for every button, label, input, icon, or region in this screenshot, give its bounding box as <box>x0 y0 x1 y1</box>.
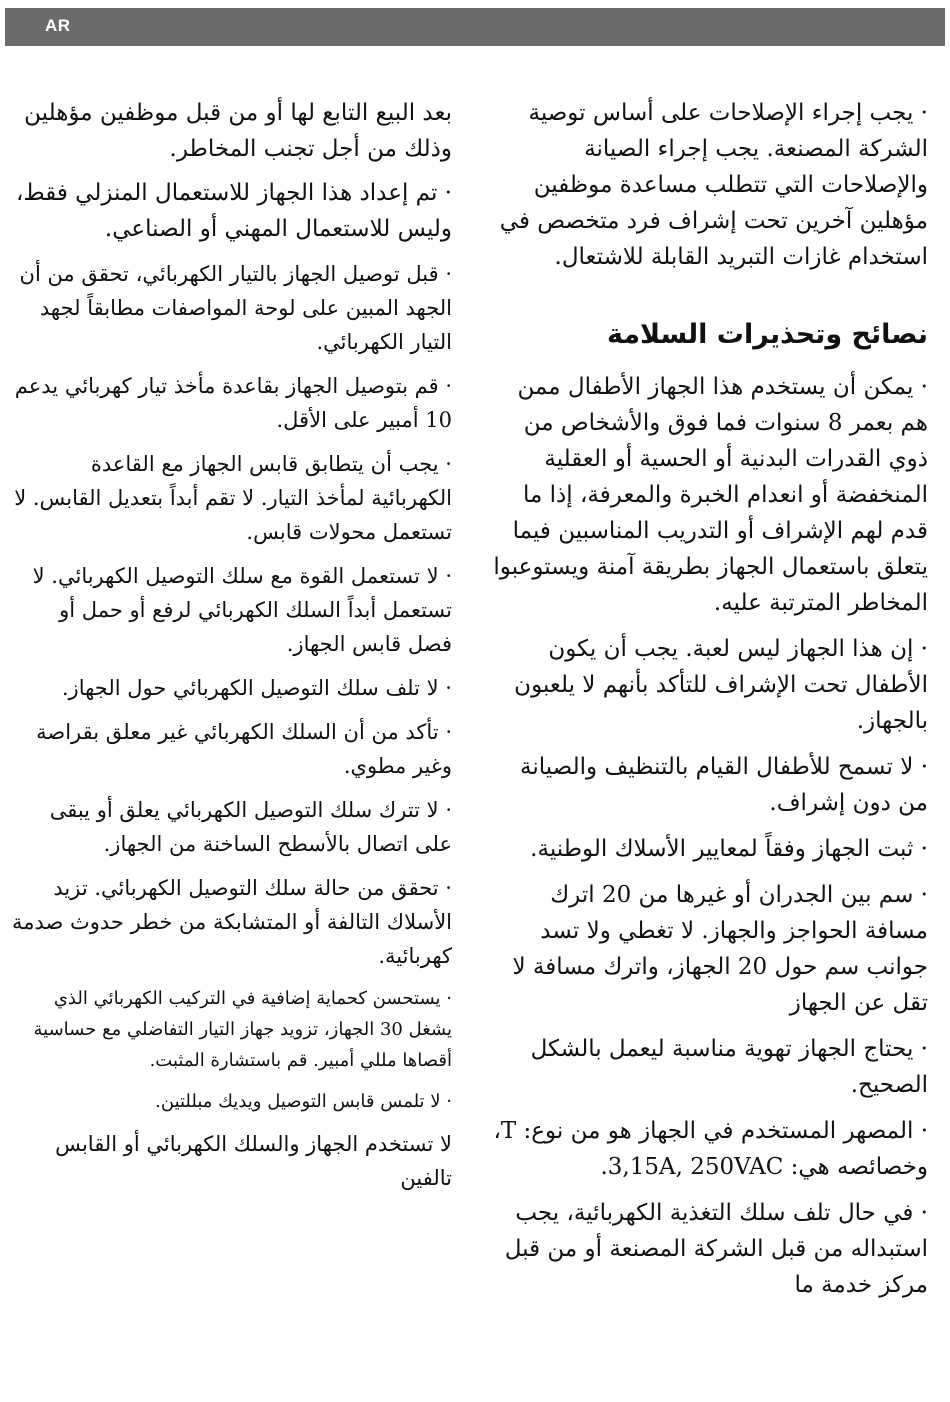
list-item: · لا تسمح للأطفال القيام بالتنظيف والصيانة من دون إشراف. <box>519 754 928 816</box>
list-item: · يحتاج الجهاز تهوية مناسبة ليعمل بالشكل الصحيح. <box>530 1036 928 1098</box>
list-item: · قبل توصيل الجهاز بالتيار الكهربائي، تحقق من أن الجهد المبين على لوحة المواصفات مطابقاً لجهد التيار الكهربائي. <box>19 262 452 354</box>
language-label: AR <box>45 16 71 35</box>
list-item: · في حال تلف سلك التغذية الكهربائية، يجب استبداله من قبل الشركة المصنعة أو من قبل مركز خدمة ما <box>504 1200 928 1298</box>
list-item: · يستحسن كحماية إضافية في التركيب الكهربائي الذي يشغل 30 الجهاز، تزويد جهاز التيار التفاضلي مع حساسية أقصاها مللي أمبير. قم باستشارة المثبت. <box>33 988 452 1071</box>
list-item: · قم بتوصيل الجهاز بقاعدة مأخذ تيار كهربائي يدعم 10 أمبير على الأقل. <box>14 374 452 432</box>
list-item: · المصهر المستخدم في الجهاز هو من نوع: T، وخصائصه هي: 3,15A, 250VAC. <box>493 1118 928 1180</box>
list-item: · يمكن أن يستخدم هذا الجهاز الأطفال ممن هم بعمر 8 سنوات فما فوق والأشخاص من ذوي القدرات البدنية أو الحسية أو العقلية المنخفضة أو انعدام الخبرة والمعرفة، إذا ما قدم لهم الإشراف أو التدريب المناسبين فيما يتعلق باستعمال الجهاز بطريقة آمنة ويستوعبوا المخاطر المترتبة عليه. <box>493 374 928 616</box>
intro-paragraph: · يجب إجراء الإصلاحات على أساس توصية الشركة المصنعة. يجب إجراء الصيانة والإصلاحات التي تتطلب مساعدة موظفين مؤهلين آخرين تحت إشراف فرد متخصص في استخدام غازات التبريد القابلة للاشتعال. <box>499 100 928 270</box>
list-item: · يجب أن يتطابق قابس الجهاز مع القاعدة الكهربائية لمأخذ التيار. لا تقم أبداً بتعديل القابس. لا تستعمل محولات قابس. <box>14 452 452 544</box>
list-item: · لا تلمس قابس التوصيل ويديك مبللتين. <box>155 1091 452 1112</box>
header-bar <box>5 8 945 46</box>
list-item: · إن هذا الجهاز ليس لعبة. يجب أن يكون الأطفال تحت الإشراف للتأكد بأنهم لا يلعبون بالجهاز. <box>514 636 928 734</box>
final-paragraph: لا تستخدم الجهاز والسلك الكهربائي أو القابس تالفين <box>55 1132 452 1190</box>
right-column <box>488 95 928 1313</box>
list-item: · لا تستعمل القوة مع سلك التوصيل الكهربائي. لا تستعمل أبداً السلك الكهربائي لرفع أو حمل أو فصل قابس الجهاز. <box>32 564 452 656</box>
list-item: · تم إعداد هذا الجهاز للاستعمال المنزلي فقط، وليس للاستعمال المهني أو الصناعي. <box>15 180 452 242</box>
list-item: · تحقق من حالة سلك التوصيل الكهربائي. تزيد الأسلاك التالفة أو المتشابكة من خطر حدوث صدمة كهربائية. <box>11 876 452 968</box>
left-column <box>10 95 452 1195</box>
continued-paragraph: بعد البيع التابع لها أو من قبل موظفين مؤهلين وذلك من أجل تجنب المخاطر. <box>24 100 452 162</box>
list-item: · لا تترك سلك التوصيل الكهربائي يعلق أو يبقى على اتصال بالأسطح الساخنة من الجهاز. <box>49 798 452 856</box>
list-item: · لا تلف سلك التوصيل الكهربائي حول الجهاز. <box>61 676 452 700</box>
list-item: · ثبت الجهاز وفقاً لمعايير الأسلاك الوطنية. <box>530 836 928 862</box>
list-item: · سم بين الجدران أو غيرها من 20 اترك مسافة الحواجز والجهاز. لا تغطي ولا تسد جوانب سم حول 20 الجهاز، واترك مسافة لا تقل عن الجهاز <box>512 882 928 1016</box>
list-item: · تأكد من أن السلك الكهربائي غير معلق بقراصة وغير مطوي. <box>36 720 452 778</box>
section-heading: نصائح وتحذيرات السلامة <box>606 319 928 350</box>
